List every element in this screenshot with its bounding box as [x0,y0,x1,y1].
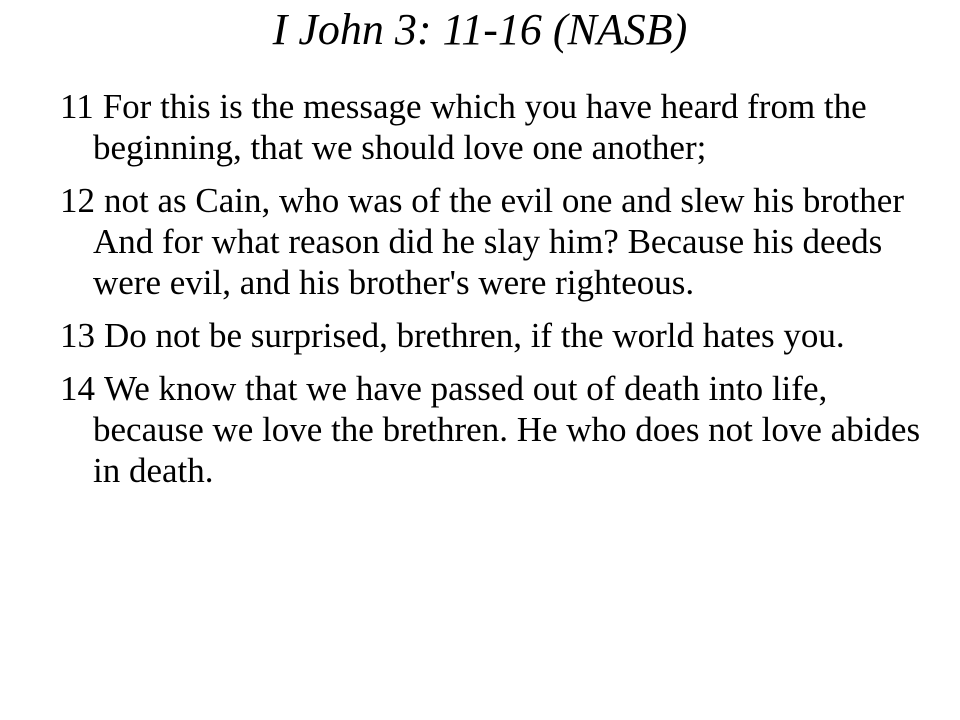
verse-14 [60,368,930,491]
verse-13 [60,315,930,356]
verse-12 [60,180,930,303]
verse-text: We know that we have passed out of death into life, because we love the brethren. He who does not love abides in death. [93,369,921,490]
slide-title: I John 3: 11-16 (NASB) [272,5,688,54]
verse-text: Do not be surprised, brethren, if the world hates you. [104,316,845,355]
verse-number: 13 [60,316,95,355]
verse-number: 11 [60,87,94,126]
verse-number: 12 [60,181,95,220]
verse-list [60,86,930,503]
verse-text: not as Cain, who was of the evil one and slew his brother And for what reason did he slay him? Because his deeds were evil, and his brother's were righteous. [93,181,904,302]
verse-number: 14 [60,369,95,408]
verse-11 [60,86,930,168]
verse-text: For this is the message which you have heard from the beginning, that we should love one another; [93,87,867,167]
